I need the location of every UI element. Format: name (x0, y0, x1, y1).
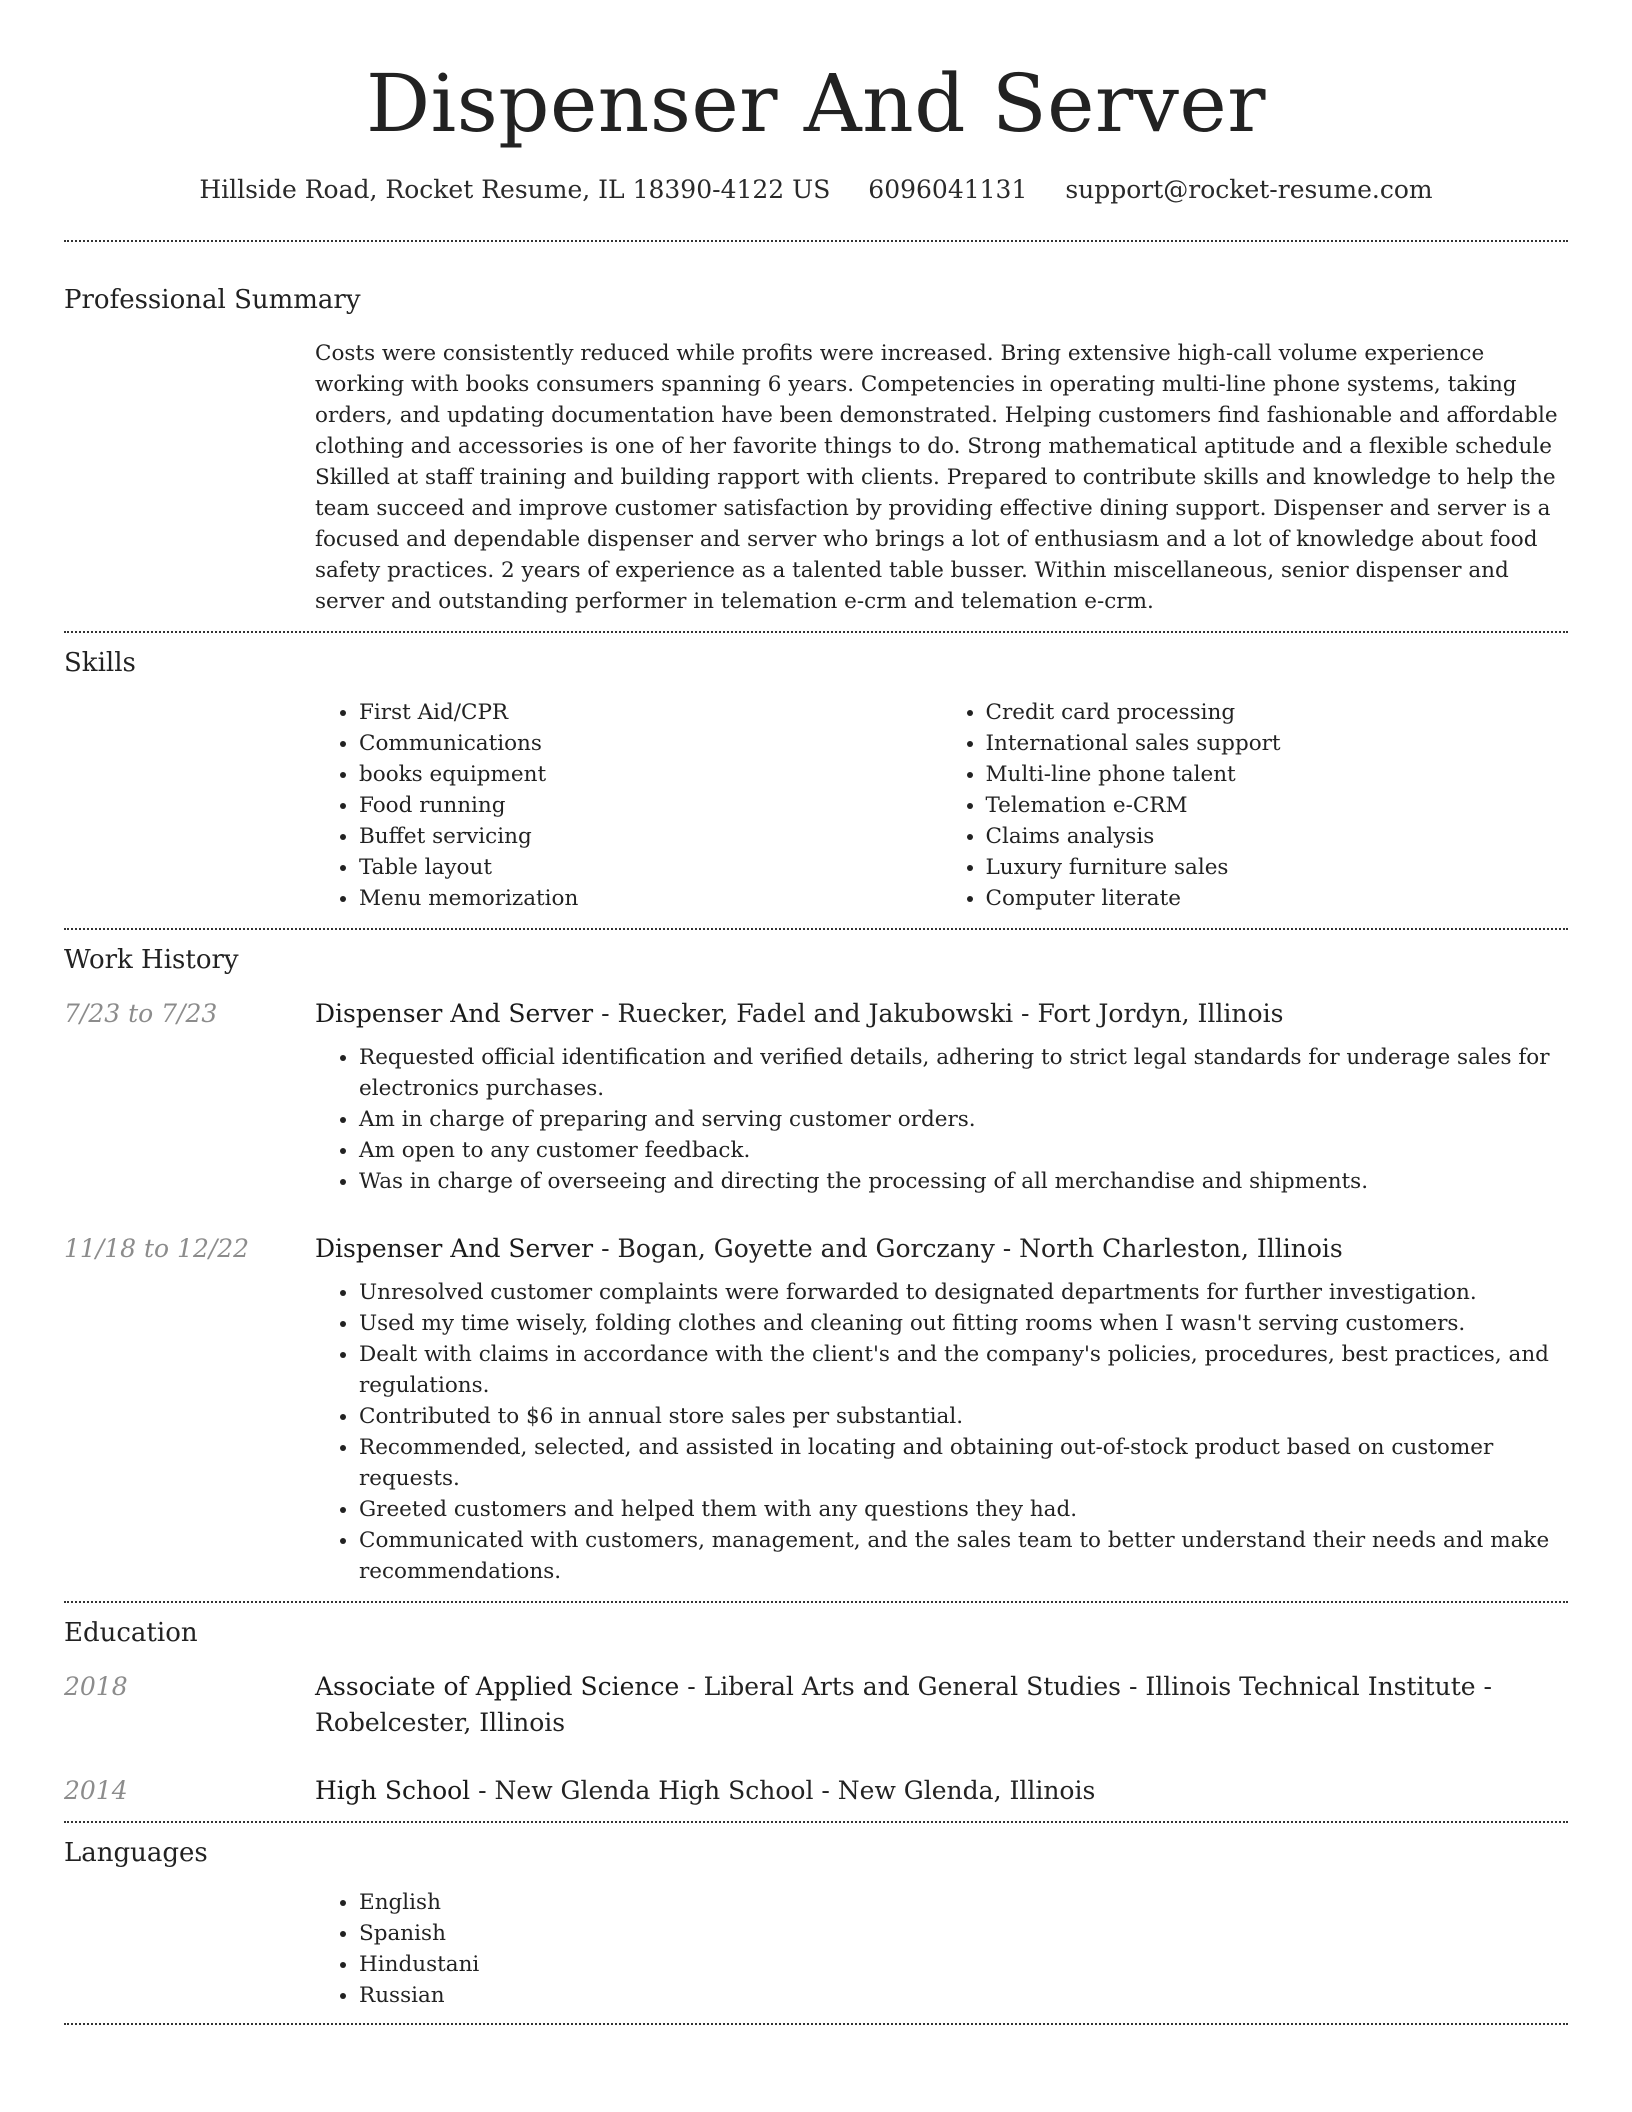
job-dates: 11/18 to 12/22 (64, 1234, 250, 1263)
job-role: Dispenser And Server (315, 1234, 594, 1263)
education-section (64, 1603, 1568, 1809)
skill-item: • Communications (359, 728, 942, 759)
summary-section (64, 242, 1568, 617)
job-bullet: • Communicated with customers, management, and the sales team to better understand their needs and make recommendations. (359, 1525, 1568, 1587)
language-item: • Hindustani (359, 1949, 1568, 1980)
skill-item: • Credit card processing (986, 697, 1569, 728)
job-bullet: • Unresolved customer complaints were forwarded to designated departments for further investigation. (359, 1277, 1568, 1308)
education-entry (64, 1669, 1568, 1741)
contact-email: support@rocket-resume.com (1065, 175, 1433, 204)
skill-item: • Claims analysis (986, 821, 1569, 852)
work-history-title: Work History (64, 945, 239, 975)
job-employer: - Ruecker, Fadel and Jakubowski - Fort Jordyn, Illinois (593, 999, 1284, 1028)
education-heading (315, 1669, 1568, 1741)
language-item: • Russian (359, 1980, 1568, 2011)
job-dates: 7/23 to 7/23 (64, 999, 218, 1028)
language-item: • English (359, 1887, 1568, 1918)
skill-item: • Luxury furniture sales (986, 852, 1569, 883)
skills-columns (315, 697, 1568, 914)
skill-item: • Telemation e-CRM (986, 790, 1569, 821)
job-bullet: • Used my time wisely, folding clothes and cleaning out fitting rooms when I wasn't serving customers. (359, 1308, 1568, 1339)
job-employer: - Bogan, Goyette and Gorczany - North Charleston, Illinois (593, 1234, 1343, 1263)
job-entry (64, 1231, 1568, 1587)
skill-item: • Multi-line phone talent (986, 759, 1569, 790)
job-bullet: • Contributed to $6 in annual store sales per substantial. (359, 1401, 1568, 1432)
languages-title: Languages (64, 1838, 208, 1868)
summary-title: Professional Summary (64, 285, 361, 315)
section-divider (64, 2023, 1568, 2025)
education-details: - Liberal Arts and General Studies - Illinois Technical Institute - Robelcester, Illinois (315, 1672, 1492, 1737)
job-bullet: • Am in charge of preparing and serving customer orders. (359, 1104, 1568, 1135)
education-year: 2014 (64, 1776, 128, 1805)
work-history-section (64, 930, 1568, 1587)
skill-item: • books equipment (359, 759, 942, 790)
skill-item: • First Aid/CPR (359, 697, 942, 728)
job-bullets (315, 1042, 1568, 1197)
job-bullet: • Recommended, selected, and assisted in locating and obtaining out-of-stock product based on customer requests. (359, 1432, 1568, 1494)
resume-name: Dispenser And Server (365, 57, 1267, 150)
job-heading (315, 1231, 1568, 1267)
skill-item: • Table layout (359, 852, 942, 883)
languages-section (64, 1823, 1568, 2011)
skill-item: • Buffet servicing (359, 821, 942, 852)
skills-list-right (942, 697, 1569, 914)
education-heading (315, 1773, 1568, 1809)
languages-list (315, 1887, 1568, 2011)
skill-item: • International sales support (986, 728, 1569, 759)
education-degree: Associate of Applied Science (315, 1672, 680, 1701)
education-year: 2018 (64, 1672, 128, 1701)
job-heading (315, 996, 1568, 1032)
language-item: • Spanish (359, 1918, 1568, 1949)
summary-text: Costs were consistently reduced while profits were increased. Bring extensive high-call volume experience working with books consumers spanning 6 years. Competencies in operating multi-line phone systems, taking orders, and updating documentation have been demonstrated. Helping customers find fashionable and affordable clothing and accessories is one of her favorite things to do. Strong mathematical aptitude and a flexible schedule Skilled at staff training and building rapport with clients. Prepared to contribute skills and knowledge to help the team succeed and improve customer satisfaction by providing effective dining support. Dispenser and server is a focused and dependable dispenser and server who brings a lot of enthusiasm and a lot of knowledge about food safety practices. 2 years of experience as a talented table busser. Within miscellaneous, senior dispenser and server and outstanding performer in telemation e-crm and telemation e-crm. (315, 341, 1558, 614)
job-role: Dispenser And Server (315, 999, 594, 1028)
skills-title: Skills (64, 648, 136, 678)
contact-phone: 6096041131 (868, 175, 1028, 204)
education-entry (64, 1773, 1568, 1809)
education-degree: High School (315, 1776, 471, 1805)
skill-item: • Computer literate (986, 883, 1569, 914)
skill-item: • Menu memorization (359, 883, 942, 914)
contact-address: Hillside Road, Rocket Resume, IL 18390-4122 US (199, 175, 831, 204)
job-bullet: • Requested official identification and verified details, adhering to strict legal standards for underage sales for electronics purchases. (359, 1042, 1568, 1104)
skills-section (64, 633, 1568, 914)
job-bullet: • Was in charge of overseeing and directing the processing of all merchandise and shipments. (359, 1166, 1568, 1197)
job-bullet: • Dealt with claims in accordance with the client's and the company's policies, procedures, best practices, and regulations. (359, 1339, 1568, 1401)
job-bullets (315, 1277, 1568, 1587)
education-details: - New Glenda High School - New Glenda, Illinois (470, 1776, 1096, 1805)
contact-line (64, 174, 1568, 206)
skills-list-left (315, 697, 942, 914)
job-entry (64, 996, 1568, 1197)
skill-item: • Food running (359, 790, 942, 821)
education-title: Education (64, 1618, 198, 1648)
job-bullet: • Am open to any customer feedback. (359, 1135, 1568, 1166)
job-bullet: • Greeted customers and helped them with any questions they had. (359, 1494, 1568, 1525)
